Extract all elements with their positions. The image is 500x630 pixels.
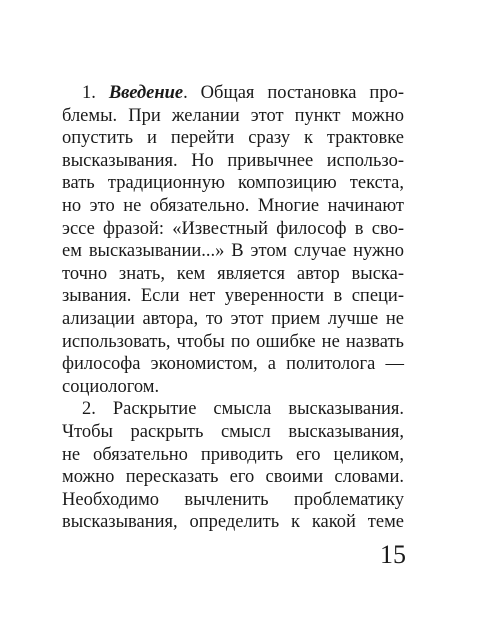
text-line: зывания. Если нет уверенности в специ- xyxy=(62,286,404,307)
text-line: ализации автора, то этот прием лучше не xyxy=(62,308,404,329)
section-heading: Введение xyxy=(108,83,184,103)
text-line: но это не обязательно. Многие начинают xyxy=(62,195,404,216)
text-line: точно знать, кем является автор выска- xyxy=(62,263,404,284)
text-line: высказывания. Но привычнее использо- xyxy=(62,150,404,171)
text-line: не обязательно приводить его целиком, xyxy=(62,444,404,465)
text-line: блемы. При желании этот пункт можно xyxy=(62,105,404,126)
text-line: можно пересказать его своими словами. xyxy=(62,467,404,488)
section-number: 1. xyxy=(82,83,96,103)
text-fragment: . Общая постановка про- xyxy=(183,83,404,103)
text-line: вать традиционную композицию текста, xyxy=(62,173,404,194)
text-line: Чтобы раскрыть смысл высказывания, xyxy=(62,421,404,442)
text-line: социологом. xyxy=(62,376,160,397)
text-line: использовать, чтобы по ошибке не назвать xyxy=(62,331,404,352)
text-line: Необходимо вычленить проблематику xyxy=(62,489,404,510)
text-line: философа экономистом, а политолога — xyxy=(62,354,404,375)
page-number: 15 xyxy=(380,540,406,569)
text-line: 2. Раскрытие смысла высказывания. xyxy=(82,399,404,420)
text-line: опустить и перейти сразу к трактовке xyxy=(62,128,404,149)
text-line: высказывания, определить к какой теме xyxy=(62,512,404,533)
text-line: ем высказывании...» В этом случае нужно xyxy=(62,241,404,262)
body-text xyxy=(62,82,404,534)
text-line: эссе фразой: «Известный философ в сво- xyxy=(62,218,404,239)
text-line xyxy=(62,82,404,105)
